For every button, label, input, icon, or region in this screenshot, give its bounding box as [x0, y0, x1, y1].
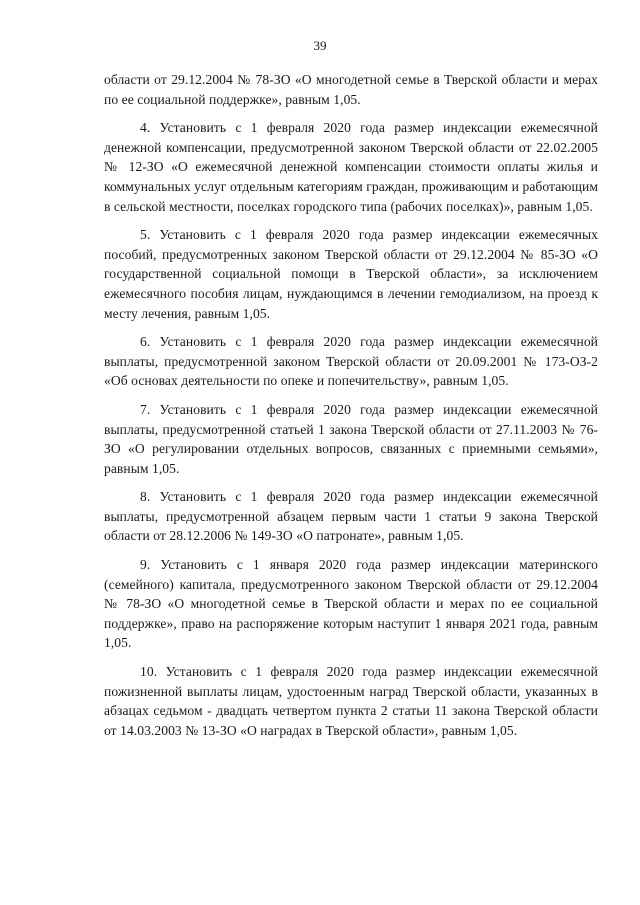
paragraph-item-4: 4. Установить с 1 февраля 2020 года размер индексации ежемесячной денежной компенсации, предусмотренной законом Тверской области от 22.02.2005 № 12-ЗО «О ежемесячной денежной компенсации стоимости оплаты жилья и коммунальных услуг отдельным категориям граждан, проживающим и работающим в сельской местности, поселках городского типа (рабочих поселках)», равным 1,05.	[104, 120, 598, 214]
document-body	[104, 70, 598, 740]
paragraph-continuation: области от 29.12.2004 № 78-ЗО «О многодетной семье в Тверской области и мерах по ее социальной поддержке», равным 1,05.	[104, 72, 598, 107]
page-number: 39	[313, 38, 327, 53]
paragraph-item-9: 9. Установить с 1 января 2020 года размер индексации материнского (семейного) капитала, предусмотренного законом Тверской области от 29.12.2004 № 78-ЗО «О многодетной семье в Тверской области и мерах по ее социальной поддержке», право на распоряжение которым наступит 1 января 2021 года, равным 1,05.	[104, 557, 598, 651]
paragraph-item-7: 7. Установить с 1 февраля 2020 года размер индексации ежемесячной выплаты, предусмотренной статьей 1 закона Тверской области от 27.11.2003 № 76-ЗО «О регулировании отдельных вопросов, связанных с приемными семьями», равным 1,05.	[104, 401, 598, 476]
paragraph-item-6: 6. Установить с 1 февраля 2020 года размер индексации ежемесячной выплаты, предусмотренной законом Тверской области от 20.09.2001 № 173-ОЗ-2 «Об основах деятельности по опеке и попечительству», равным 1,05.	[104, 334, 598, 389]
paragraph-item-5: 5. Установить с 1 февраля 2020 года размер индексации ежемесячных пособий, предусмотренных законом Тверской области от 29.12.2004 № 85-ЗО «О государственной социальной помощи в Тверской области», за исключением ежемесячного пособия лицам, нуждающимся в лечении гемодиализом, на проезд к месту лечения, равным 1,05.	[104, 227, 598, 321]
paragraph-item-10: 10. Установить с 1 февраля 2020 года размер индексации ежемесячной пожизненной выплаты лицам, удостоенным наград Тверской области, указанных в абзацах седьмом - двадцать четвертом пункта 2 статьи 11 закона Тверской области от 14.03.2003 № 13-ЗО «О наградах в Тверской области», равным 1,05.	[104, 664, 598, 738]
paragraph-item-8: 8. Установить с 1 февраля 2020 года размер индексации ежемесячной выплаты, предусмотренной абзацем первым части 1 статьи 9 закона Тверской области от 28.12.2006 № 149-ЗО «О патронате», равным 1,05.	[104, 489, 598, 544]
